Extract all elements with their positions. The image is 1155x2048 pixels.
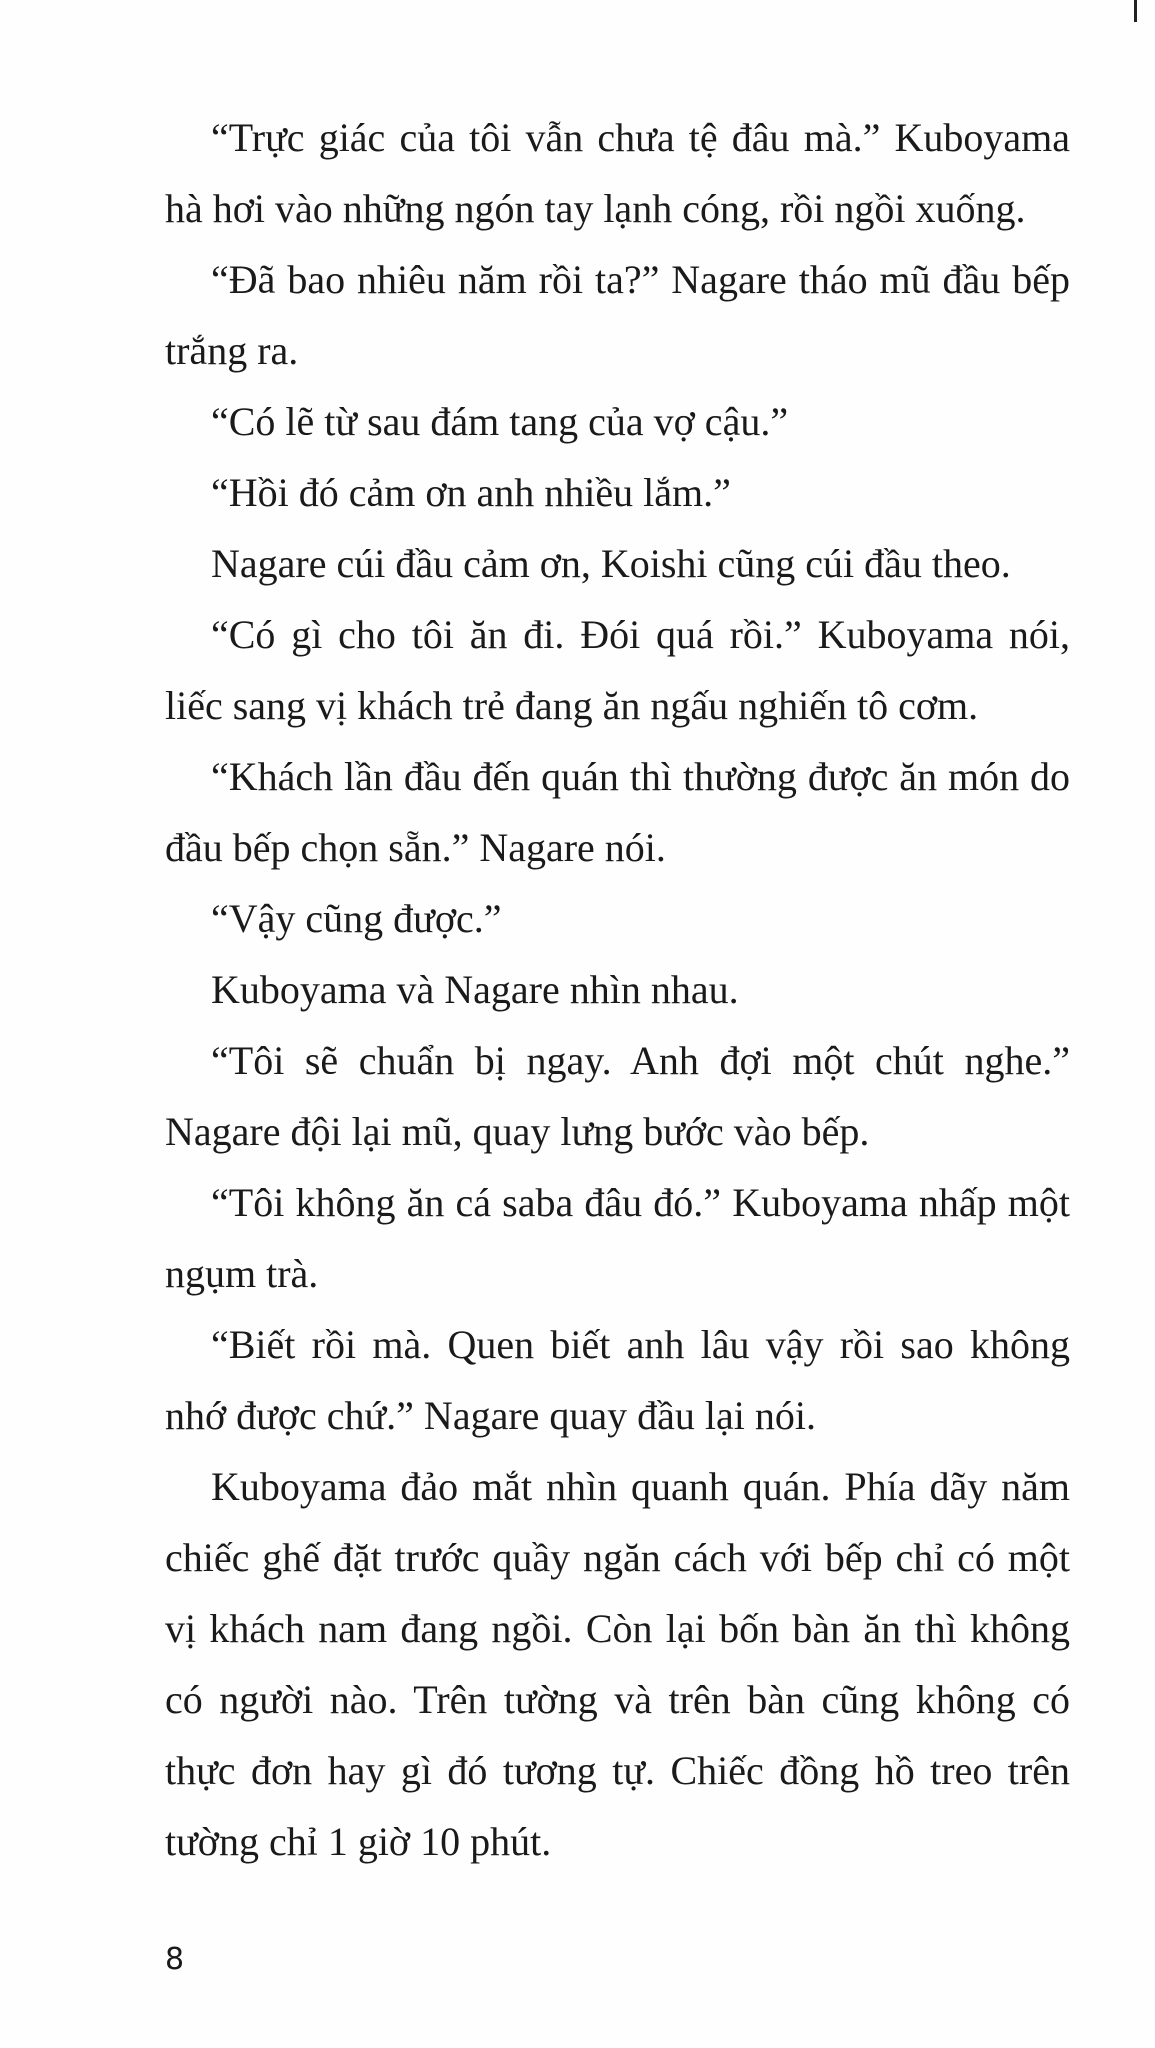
paragraph-9: Kuboyama và Nagare nhìn nhau. [211, 967, 739, 1012]
paragraph-12: “Biết rồi mà. Quen biết anh lâu vậy rồi sao không nhớ được chứ.” Nagare quay đầu lại nói. [165, 1322, 1070, 1438]
paragraph-4: “Hồi đó cảm ơn anh nhiều lắm.” [211, 470, 731, 515]
page-number: 8 [165, 1942, 185, 1977]
paragraph-7: “Khách lần đầu đến quán thì thường được ăn món do đầu bếp chọn sẵn.” Nagare nói. [165, 754, 1070, 870]
paragraph-5: Nagare cúi đầu cảm ơn, Koishi cũng cúi đầu theo. [211, 541, 1011, 586]
paragraph-2: “Đã bao nhiêu năm rồi ta?” Nagare tháo mũ đầu bếp trắng ra. [165, 257, 1070, 373]
paragraph-6: “Có gì cho tôi ăn đi. Đói quá rồi.” Kuboyama nói, liếc sang vị khách trẻ đang ăn ngấu nghiến tô cơm. [165, 612, 1070, 728]
paragraph-8: “Vậy cũng được.” [211, 896, 502, 941]
paragraph-3: “Có lẽ từ sau đám tang của vợ cậu.” [211, 399, 789, 444]
paragraph-11: “Tôi không ăn cá saba đâu đó.” Kuboyama nhấp một ngụm trà. [165, 1180, 1070, 1296]
paragraph-1: “Trực giác của tôi vẫn chưa tệ đâu mà.” Kuboyama hà hơi vào những ngón tay lạnh cóng, rồi ngồi xuống. [165, 115, 1070, 231]
paragraph-13: Kuboyama đảo mắt nhìn quanh quán. Phía dãy năm chiếc ghế đặt trước quầy ngăn cách với bếp chỉ có một vị khách nam đang ngồi. Còn lại bốn bàn ăn thì không có người nào. Trên tường và trên bàn cũng không có thực đơn hay gì đó tương tự. Chiếc đồng hồ treo trên tường chỉ 1 giờ 10 phút. [165, 1464, 1070, 1864]
body-text [165, 102, 1070, 1877]
paragraph-10: “Tôi sẽ chuẩn bị ngay. Anh đợi một chút nghe.” Nagare đội lại mũ, quay lưng bước vào bếp. [165, 1038, 1070, 1154]
page-edge-mark [1134, 0, 1137, 22]
